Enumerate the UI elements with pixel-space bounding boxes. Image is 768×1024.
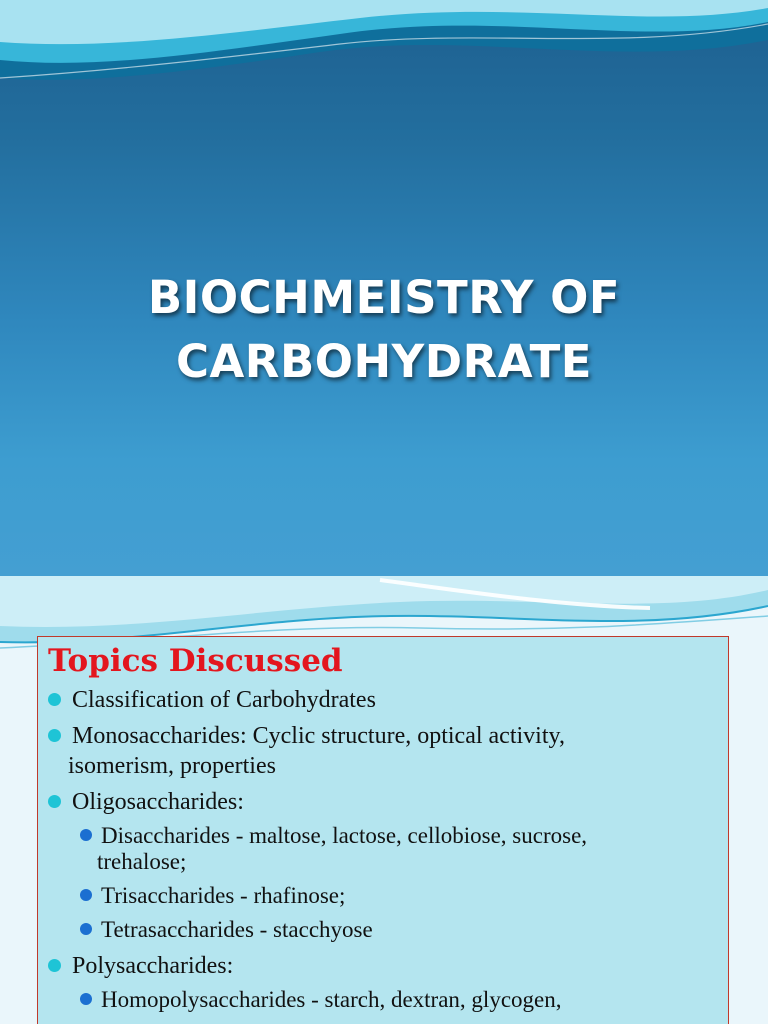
bullet-icon (48, 959, 61, 972)
bullet-icon (48, 795, 61, 808)
list-item-text: Disaccharides - maltose, lactose, cellobiose, sucrose, (101, 823, 588, 848)
bullet-icon (48, 729, 61, 742)
topic-list (38, 685, 730, 1021)
topics-slide (0, 576, 768, 1024)
content-box (37, 636, 729, 1024)
title-line-2: CARBOHYDRATE (175, 335, 593, 389)
bullet-icon (80, 923, 92, 935)
sub-list-item (68, 823, 730, 875)
list-item-text: Monosaccharides: Cyclic structure, optical activity, (72, 723, 565, 749)
list-item-continuation: trehalose; (97, 849, 187, 874)
sub-list-item (68, 883, 730, 909)
list-item-text: Oligosaccharides: (72, 789, 244, 815)
bullet-icon (80, 829, 92, 841)
bullet-icon (80, 889, 92, 901)
sub-list-item (68, 917, 730, 943)
list-item (38, 685, 730, 715)
bullet-icon (80, 993, 92, 1005)
list-item (38, 787, 730, 817)
sub-list-item (68, 987, 730, 1013)
slide-title (0, 266, 768, 394)
wave-decoration (0, 0, 768, 110)
list-item-continuation: isomerism, properties (68, 753, 276, 779)
title-line-1: BIOCHMEISTRY OF (147, 271, 621, 325)
list-item-text: Polysaccharides: (72, 953, 234, 979)
list-item (38, 951, 730, 981)
list-item-text: Tetrasaccharides - stacchyose (101, 917, 373, 942)
topics-heading: Topics Discussed (48, 643, 343, 679)
bullet-icon (48, 693, 61, 706)
list-item-text: Trisaccharides - rhafinose; (101, 883, 346, 908)
list-item-text: Homopolysaccharides - starch, dextran, glycogen, (101, 987, 562, 1012)
list-item-text: Classification of Carbohydrates (72, 687, 376, 713)
list-item (38, 721, 730, 781)
